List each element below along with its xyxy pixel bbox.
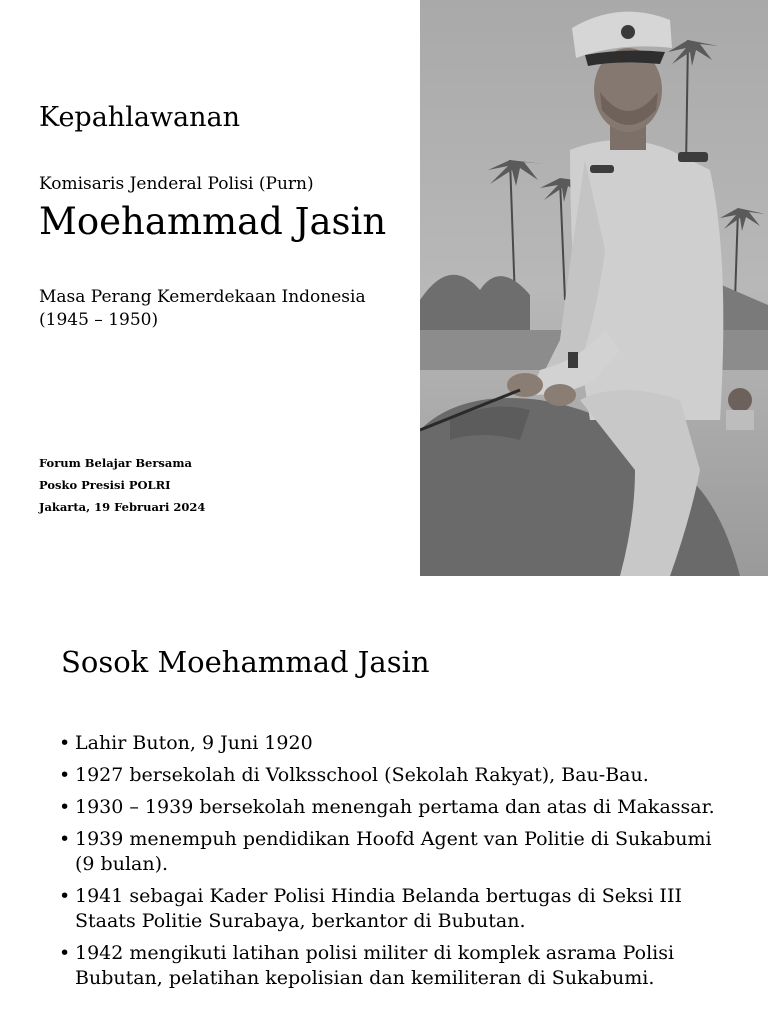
bullet-icon: • [59, 796, 71, 818]
bio-list [59, 731, 719, 998]
event-info [39, 452, 205, 518]
slide-kicker: Kepahlawanan [39, 102, 241, 133]
bullet-icon: • [59, 942, 71, 964]
list-item [59, 763, 719, 788]
list-item-text: 1942 mengikuti latihan polisi militer di komplek asrama Polisi Bubutan, pelatihan kepolisian dan kemiliteran di Sukabumi. [75, 942, 675, 989]
place-date: Jakarta, 19 Februari 2024 [39, 500, 206, 514]
bullet-icon: • [59, 764, 71, 786]
portrait-photo [420, 0, 768, 576]
list-item-text: 1939 menempuh pendidikan Hoofd Agent van Politie di Sukabumi (9 bulan). [75, 828, 712, 875]
forum-name: Forum Belajar Bersama [39, 456, 192, 470]
era-block [39, 286, 366, 332]
list-item-text: 1930 – 1939 bersekolah menengah pertama dan atas di Makassar. [75, 796, 715, 818]
list-item [59, 827, 719, 877]
list-item-text: 1927 bersekolah di Volksschool (Sekolah Rakyat), Bau-Bau. [75, 764, 649, 786]
era-line-2: (1945 – 1950) [39, 310, 159, 330]
bio-slide [0, 576, 768, 1024]
bullet-icon: • [59, 828, 71, 850]
list-item-text: Lahir Buton, 9 Juni 1920 [75, 732, 313, 754]
bullet-icon: • [59, 885, 71, 907]
bio-title: Sosok Moehammad Jasin [61, 645, 430, 679]
list-item [59, 731, 719, 756]
era-line-1: Masa Perang Kemerdekaan Indonesia [39, 287, 366, 307]
hero-name: Moehammad Jasin [39, 200, 387, 243]
organizer: Posko Presisi POLRI [39, 478, 171, 492]
list-item [59, 884, 719, 934]
rank-title: Komisaris Jenderal Polisi (Purn) [39, 174, 314, 194]
list-item [59, 941, 719, 991]
bullet-icon: • [59, 732, 71, 754]
list-item [59, 795, 719, 820]
list-item-text: 1941 sebagai Kader Polisi Hindia Belanda bertugas di Seksi III Staats Politie Surabaya, berkantor di Bubutan. [75, 885, 682, 932]
